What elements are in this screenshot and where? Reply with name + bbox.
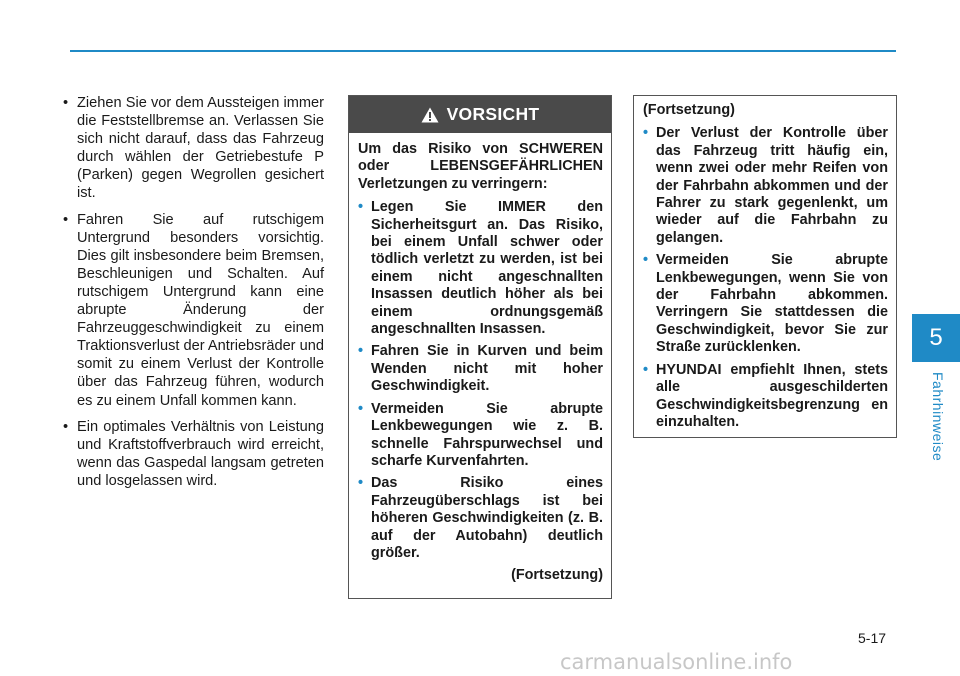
continued-bullet: • HYUNDAI empfiehlt Ihnen, stets alle ausgeschilderten Geschwindigkeitsbegrenzung en einzuhalten. [643,362,888,432]
continued-bullet: • Vermeiden Sie abrupte Lenkbewegungen, wenn Sie von der Fahrbahn abkommen. Verringern Sie stattdessen die Geschwindigkeit, bevor Sie zur Straße zurücklenken. [643,252,888,356]
caution-bullet: • Vermeiden Sie abrupte Lenkbewegungen wie z. B. schnelle Fahrspurwechsel und scharfe Kurvenfahrten. [358,401,603,471]
caution-box [348,95,612,599]
list-item: • Fahren Sie auf rutschigem Untergrund besonders vorsichtig. Dies gilt insbesondere beim Bremsen, Beschleunigen und Schalten. Auf rutschigem Untergrund kann eine abrupte Änderung der Fahrzeuggeschwindigkeit zu einem Traktionsverlust der Antriebsräder und somit zu einem Verlust der Kontrolle über das Fahrzeug führen, wodurch es zu einem Unfall kommen kann. [62,211,324,410]
list-item: • Ein optimales Verhältnis von Leistung und Kraftstoffverbrauch wird erreicht, wenn das Gaspedal langsam getreten und losgelassen wird. [62,418,324,490]
caution-bullet: • Das Risiko eines Fahrzeugüberschlags ist bei höheren Geschwindigkeiten (z. B. auf der Autobahn) deutlich größer. [358,475,603,562]
caution-heading: VORSICHT [446,104,540,124]
caution-header [349,96,611,133]
watermark: carmanualsonline.info [560,650,793,674]
caution-intro: Um das Risiko von SCHWEREN oder LEBENSGEFÄHRLICHEN Verletzungen zu verringern: [358,141,603,192]
warning-triangle-icon [421,107,439,123]
left-column [62,94,324,498]
list-item: • Ziehen Sie vor dem Aussteigen immer die Feststellbremse an. Verlassen Sie sich nicht darauf, dass das Fahrzeug durch wählen der Getriebestufe P (Parken) gegen Wegrollen gesichert ist. [62,94,324,203]
caution-bullet: • Legen Sie IMMER den Sicherheitsgurt an. Das Risiko, bei einem Unfall schwer oder tödlich verletzt zu werden, ist bei einem nicht angeschnallten Insassen deutlich höher als bei einem ordnungsgemäß angeschnallten Insassen. [358,199,603,338]
continued-box [633,95,897,438]
top-rule [70,50,896,52]
continued-note: (Fortsetzung) [511,567,603,584]
chapter-label: Fahrhinweise [930,372,946,462]
chapter-number: 5 [929,324,943,351]
continued-bullet: • Der Verlust der Kontrolle über das Fahrzeug tritt häufig ein, wenn zwei oder mehr Reifen von der Fahrbahn abkommen und der Fahrer zu stark gegenlenkt, um wieder auf die Fahrbahn zu gelangen. [643,125,888,247]
page-number: 5-17 [858,630,887,646]
continued-heading: (Fortsetzung) [643,102,735,118]
caution-bullet: • Fahren Sie in Kurven und beim Wenden nicht mit hoher Geschwindigkeit. [358,343,603,395]
chapter-tab [912,314,960,362]
